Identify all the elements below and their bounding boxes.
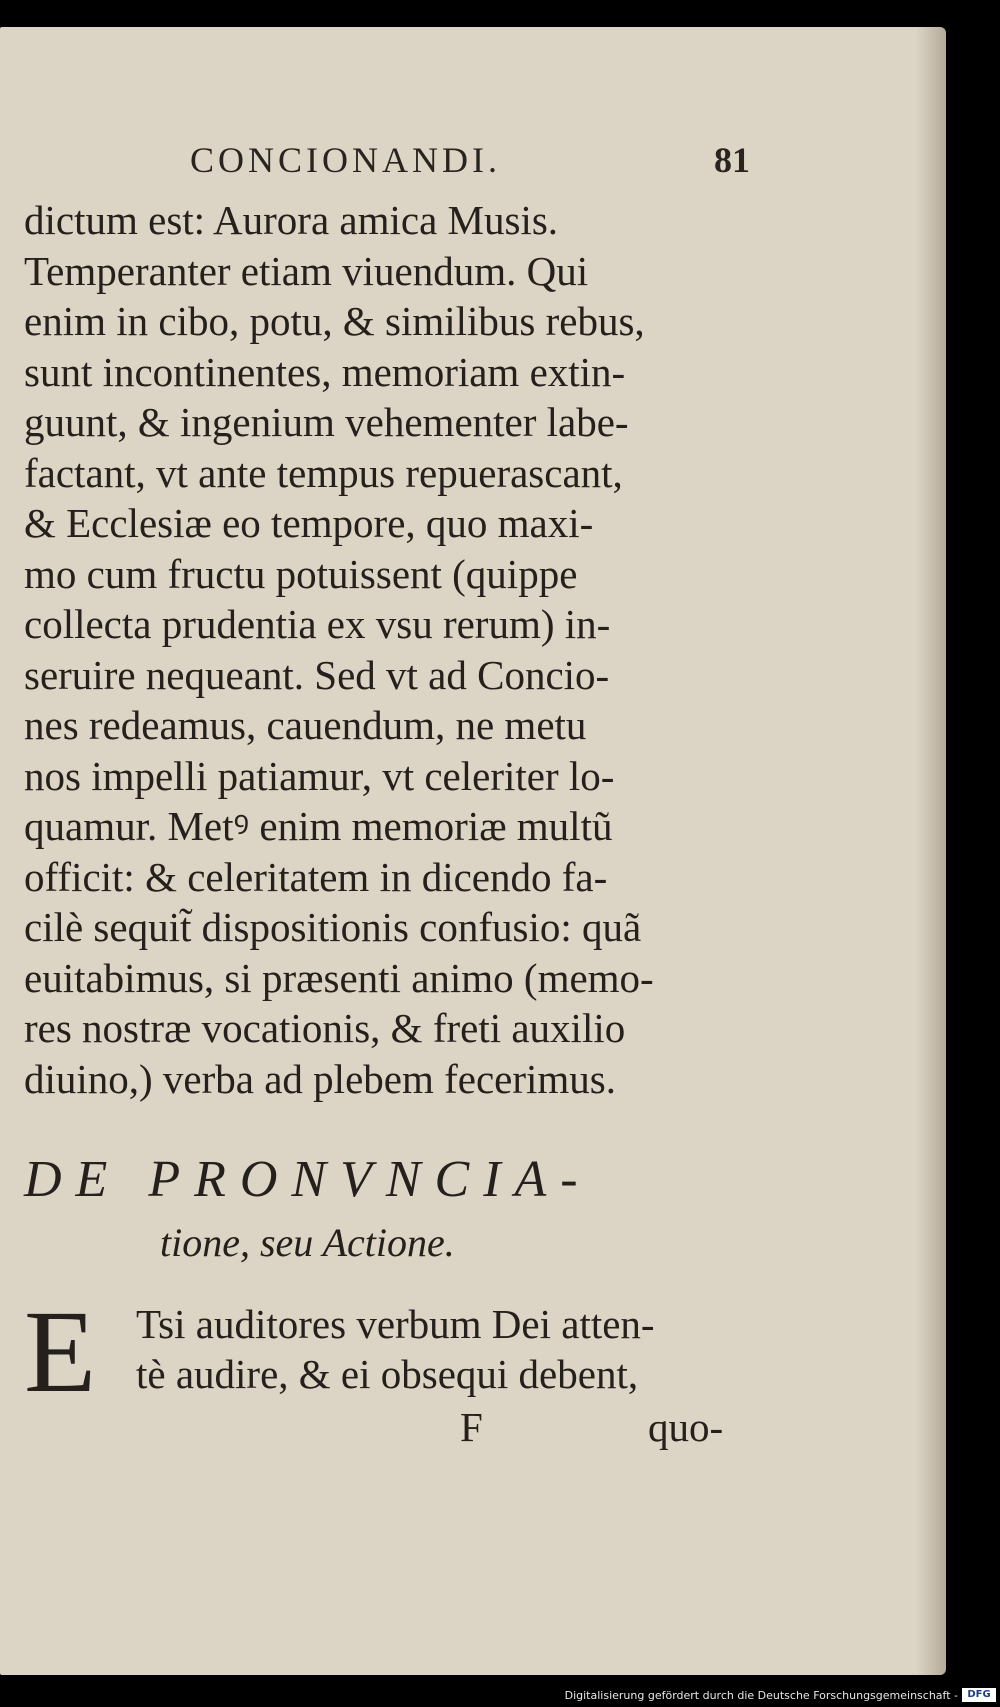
text-line: nos impelli patiamur, vt celeriter lo- [24,752,615,799]
signature-mark: F [460,1404,483,1450]
text-line: cilè sequit̃ dispositionis confusio: quã [24,904,642,950]
text-line: Tsi auditores verbum Dei atten- [136,1301,655,1347]
section-heading [24,1147,724,1273]
page-number: 81 [714,140,750,180]
catchword: quo- [648,1404,724,1450]
second-paragraph [24,1286,754,1417]
heading-line: DE PRONVNCIA- [24,1151,592,1208]
drop-cap: E [24,1286,97,1417]
text-line: officit: & celeritatem in dicendo fa- [24,853,608,900]
text-line: Temperanter etiam viuendum. Qui [24,247,589,294]
text-line: factant, vt ante tempus repuerascant, [24,449,623,496]
page-edge-shadow [916,27,946,1675]
text-line: guunt, & ingenium vehementer labe- [24,399,629,445]
text-line: res nostræ vocationis, & freti auxilio [24,1005,626,1051]
text-line: diuino,) verba ad plebem fecerimus. [24,1055,616,1102]
text-line: collecta prudentia ex vsu rerum) in- [24,601,611,647]
text-line: quamur. Metꝰ enim memoriæ multũ [24,803,613,849]
text-line: enim in cibo, potu, & similibus rebus, [24,298,645,344]
digitization-credit: Digitalisierung gefördert durch die Deutsche Forschungsgemeinschaft - [564,1689,958,1702]
text-line: dictum est: Aurora amica Musis. [24,197,559,243]
book-page [0,27,946,1675]
running-title: CONCIONANDI. [190,140,501,180]
text-line: euitabimus, si præsenti animo (memo- [24,954,654,1001]
body-paragraph [24,195,754,1104]
heading-line: tione, seu Actione. [160,1220,455,1265]
page-header [190,139,750,189]
text-line: seruire nequeant. Sed vt ad Concio- [24,651,610,698]
text-line: sunt incontinentes, memoriam extin- [24,348,626,395]
text-line: nes redeamus, cauendum, ne metu [24,702,587,748]
text-line: mo cum fructu potuissent (quippe [24,550,578,597]
dfg-logo: DFG [962,1688,996,1702]
text-line: & Ecclesiæ eo tempore, quo maxi- [24,500,594,546]
text-line: tè audire, & ei obsequi debent, [136,1351,639,1397]
